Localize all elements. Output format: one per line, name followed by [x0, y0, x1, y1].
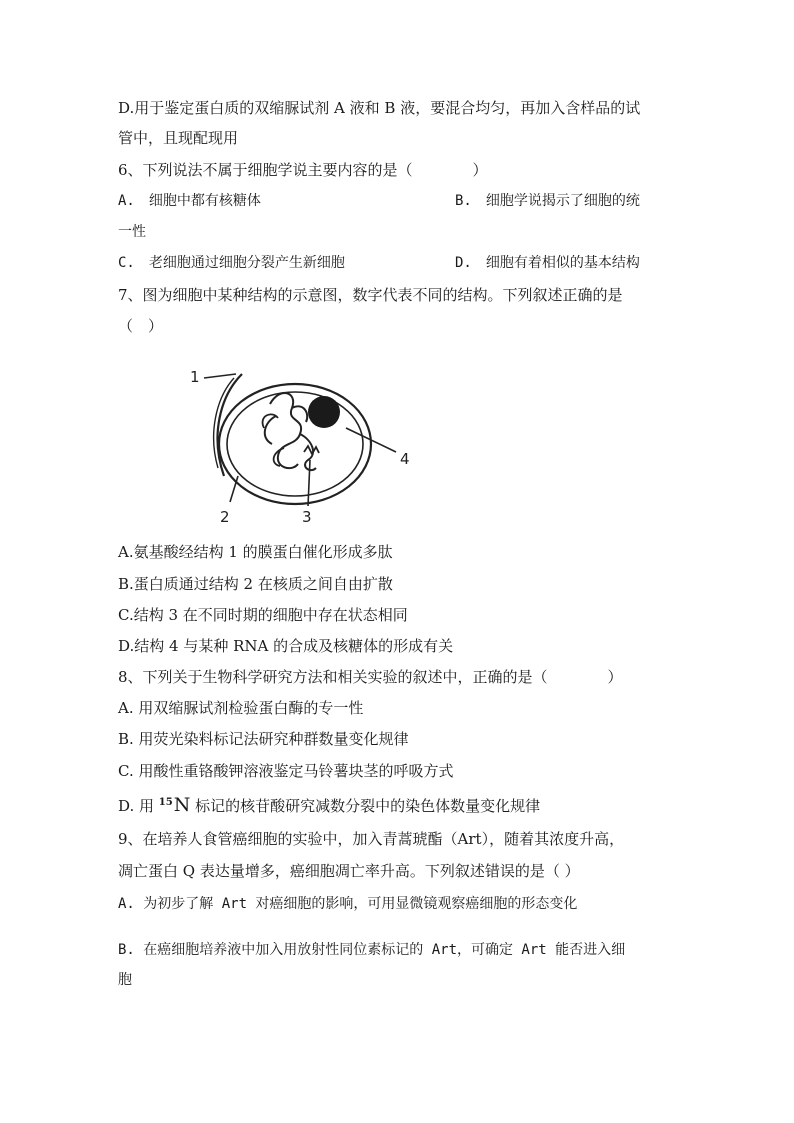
isotope-mass-number: 15 — [158, 797, 173, 808]
figure-label-2: 2 — [220, 508, 230, 526]
q7-option-c: C.结构 3 在不同时期的细胞中存在状态相同 — [118, 606, 408, 624]
q7-option-d: D.结构 4 与某种 RNA 的合成及核糖体的形成有关 — [118, 637, 454, 655]
q6-option-c: C. 老细胞通过细胞分裂产生新细胞 — [118, 255, 345, 271]
figure-label-4: 4 — [400, 450, 410, 468]
q9-stem-line1: 9、在培养人食管癌细胞的实验中，加入青蒿琥酯（Art），随着其浓度升高， — [118, 830, 625, 848]
q8-option-b: B. 用荧光染料标记法研究种群数量变化规律 — [118, 730, 409, 748]
q6-option-b-line2: 一性 — [118, 224, 146, 240]
nuclear-envelope-outer — [219, 384, 371, 504]
label-1-leader — [204, 374, 236, 378]
nucleus-diagram — [180, 356, 420, 526]
q9-option-b-line1: B. 在癌细胞培养液中加入用放射性同位素标记的 Art，可确定 Art 能否进入细 — [118, 942, 626, 958]
q7-option-a: A.氨基酸经结构 1 的膜蛋白催化形成多肽 — [118, 543, 393, 561]
q8-option-a: A. 用双缩脲试剂检验蛋白酶的专一性 — [118, 699, 364, 717]
nucleolus — [308, 396, 340, 428]
q9-option-a: A. 为初步了解 Art 对癌细胞的影响，可用显微镜观察癌细胞的形态变化 — [118, 896, 578, 912]
q8-stem: 8、下列关于生物科学研究方法和相关实验的叙述中，正确的是（ ） — [118, 668, 623, 686]
isotope-symbol: N — [173, 794, 191, 816]
q6-option-d: D. 细胞有着相似的基本结构 — [455, 255, 640, 271]
q8-option-d — [118, 795, 540, 819]
q6-stem: 6、下列说法不属于细胞学说主要内容的是（ ） — [118, 161, 488, 179]
chromatin — [265, 393, 316, 470]
q6-option-a: A. 细胞中都有核糖体 — [118, 193, 261, 209]
q9-option-b-line2: 胞 — [118, 972, 132, 988]
q5-option-d-line2: 管中，且现配现用 — [118, 129, 239, 147]
q8-option-c: C. 用酸性重铬酸钾溶液鉴定马铃薯块茎的呼吸方式 — [118, 762, 454, 780]
q7-stem-line1: 7、图为细胞中某种结构的示意图，数字代表不同的结构。下列叙述正确的是 — [118, 286, 623, 304]
figure-label-3: 3 — [302, 508, 312, 526]
q5-option-d-line1: D.用于鉴定蛋白质的双缩脲试剂 A 液和 B 液，要混合均匀，再加入含样品的试 — [118, 99, 641, 117]
q9-stem-line2: 凋亡蛋白 Q 表达量增多，癌细胞凋亡率升高。下列叙述错误的是（ ） — [118, 862, 580, 880]
q7-option-b: B.蛋白质通过结构 2 在核质之间自由扩散 — [118, 575, 393, 593]
q6-option-b-line1: B. 细胞学说揭示了细胞的统 — [455, 193, 640, 209]
label-3-leader — [308, 460, 310, 506]
figure-label-1: 1 — [190, 368, 200, 386]
q7-stem-line2: （ ） — [118, 317, 164, 335]
q8-option-d-rest: 标记的核苷酸研究减数分裂中的染色体数量变化规律 — [190, 797, 541, 815]
q8-option-d-prefix: D. 用 — [118, 797, 159, 815]
